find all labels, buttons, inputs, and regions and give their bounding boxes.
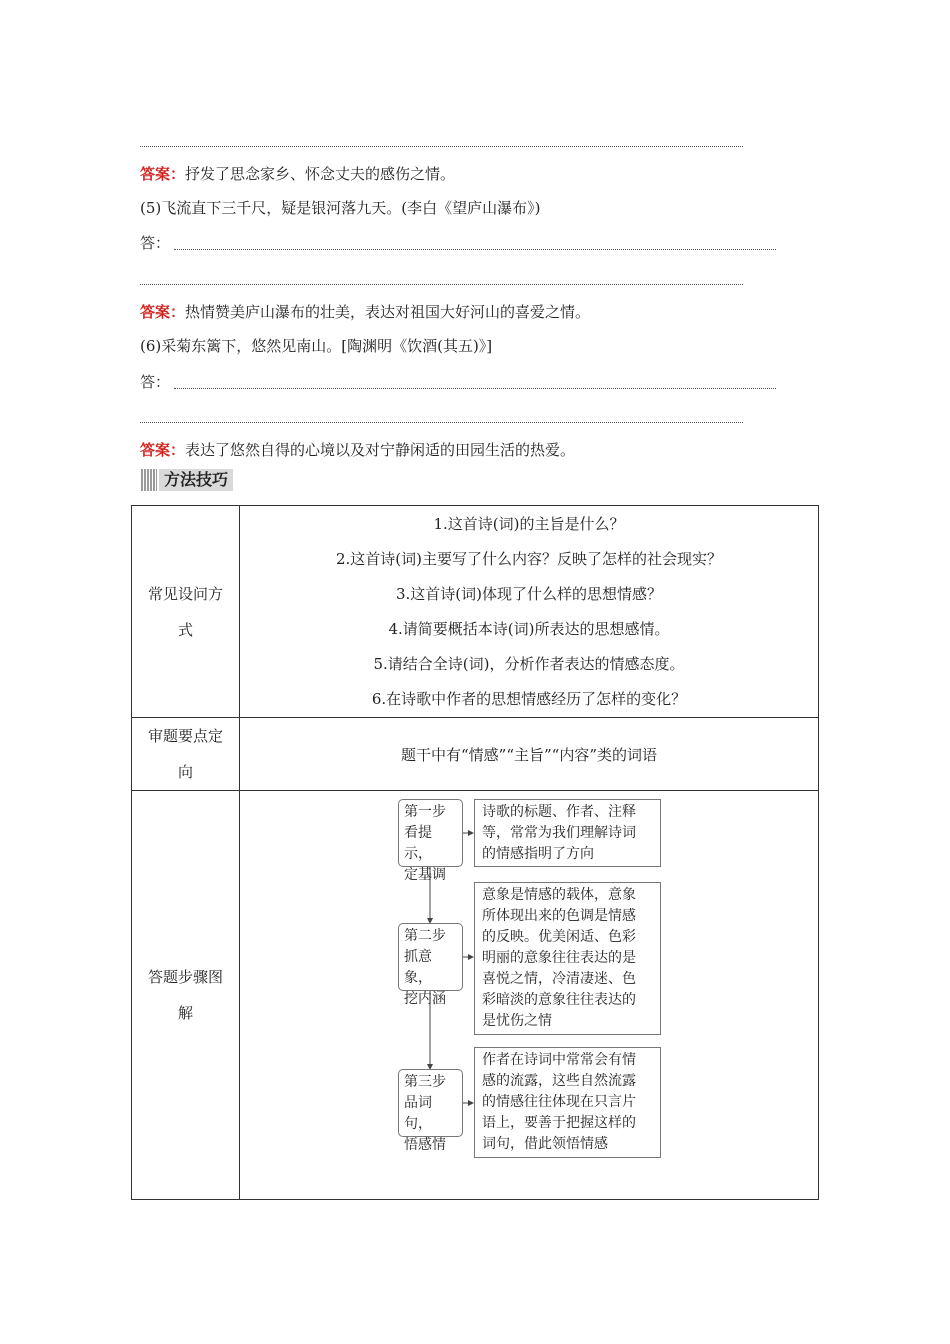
label-line: 向 bbox=[177, 763, 193, 781]
step-3-box bbox=[398, 1069, 463, 1153]
step-text: 定基调 bbox=[404, 867, 446, 883]
list-item: 6.在诗歌中作者的思想情感经历了怎样的变化？ bbox=[371, 689, 687, 708]
step-2-description bbox=[474, 882, 661, 1035]
desc-line: 是忧伤之情 bbox=[482, 1013, 552, 1029]
step-3-description bbox=[474, 1047, 661, 1158]
answer-line-5 bbox=[140, 301, 590, 322]
answer-prompt-6: 答： bbox=[140, 373, 171, 391]
step-2-box bbox=[398, 923, 463, 1007]
question-5: (5)飞流直下三千尺，疑是银河落九天。(李白《望庐山瀑布》) bbox=[140, 199, 541, 217]
question-6: (6)采菊东篱下，悠然见南山。[陶渊明《饮酒(其五)》] bbox=[140, 337, 493, 355]
desc-line: 的情感指明了方向 bbox=[482, 846, 594, 862]
answer-blank-line[interactable] bbox=[174, 249, 776, 250]
desc-line: 彩暗淡的意象往往表达的 bbox=[482, 992, 636, 1008]
answer-text: 热情赞美庐山瀑布的壮美，表达对祖国大好河山的喜爱之情。 bbox=[185, 303, 591, 321]
table-row bbox=[132, 791, 819, 1200]
step-1-box bbox=[398, 799, 463, 883]
desc-line: 语上，要善于把握这样的 bbox=[482, 1115, 636, 1131]
list-item: 4.请简要概括本诗(词)所表达的思想感情。 bbox=[388, 619, 670, 638]
row-label-steps bbox=[132, 791, 240, 1200]
desc-line: 等，常常为我们理解诗词 bbox=[482, 825, 636, 841]
label-line: 式 bbox=[177, 620, 193, 639]
answer-blank-line[interactable] bbox=[140, 422, 743, 423]
answer-line-6 bbox=[140, 439, 575, 460]
desc-line: 所体现出来的色调是情感 bbox=[482, 908, 636, 924]
steps-diagram-cell bbox=[240, 791, 819, 1200]
section-title: 方法技巧 bbox=[159, 469, 233, 491]
step-text: 第一步 bbox=[404, 804, 446, 820]
answer-label: 答案： bbox=[140, 441, 186, 459]
desc-line: 的反映。优美闲适、色彩 bbox=[482, 929, 636, 945]
label-line: 解 bbox=[177, 1004, 193, 1022]
answer-blank-line bbox=[140, 146, 743, 147]
list-item: 2.这首诗(词)主要写了什么内容？反映了怎样的社会现实？ bbox=[335, 549, 723, 568]
step-text: 品词句， bbox=[404, 1095, 432, 1132]
step-text: 悟感情 bbox=[404, 1137, 446, 1153]
desc-line: 的情感往往体现在只言片 bbox=[482, 1094, 636, 1110]
desc-line: 意象是情感的载体，意象 bbox=[482, 887, 636, 903]
answer-label: 答案： bbox=[140, 165, 186, 183]
label-line: 审题要点定 bbox=[147, 727, 223, 745]
question-list bbox=[240, 506, 819, 718]
steps-flowchart bbox=[240, 791, 818, 1199]
banner-stripes-icon bbox=[141, 469, 157, 491]
answer-line-4 bbox=[140, 163, 455, 184]
step-text: 看提示， bbox=[404, 825, 432, 862]
row-label-orientation bbox=[132, 718, 240, 791]
orientation-text: 题干中有“情感”“主旨”“内容”类的词语 bbox=[240, 718, 819, 791]
step-text: 挖内涵 bbox=[404, 991, 446, 1007]
answer-prompt-5: 答： bbox=[140, 234, 171, 252]
answer-blank-line[interactable] bbox=[174, 388, 776, 389]
step-text: 第三步 bbox=[404, 1074, 446, 1090]
list-item: 5.请结合全诗(词)，分析作者表达的情感态度。 bbox=[373, 654, 685, 673]
section-banner bbox=[141, 469, 239, 491]
desc-line: 明丽的意象往往表达的是 bbox=[482, 950, 636, 966]
desc-line: 喜悦之情，冷清凄迷、色 bbox=[482, 971, 636, 987]
desc-line: 作者在诗词中常常会有情 bbox=[482, 1052, 636, 1068]
method-table bbox=[131, 505, 819, 1200]
step-text: 抓意象， bbox=[404, 949, 432, 986]
list-item: 3.这首诗(词)体现了什么样的思想情感？ bbox=[395, 584, 663, 603]
label-line: 常见设问方 bbox=[147, 584, 223, 603]
answer-text: 抒发了思念家乡、怀念丈夫的感伤之情。 bbox=[185, 165, 456, 183]
answer-blank-line[interactable] bbox=[140, 284, 743, 285]
answer-label: 答案： bbox=[140, 303, 186, 321]
desc-line: 诗歌的标题、作者、注释 bbox=[482, 804, 636, 820]
table-row bbox=[132, 506, 819, 718]
desc-line: 词句，借此领悟情感 bbox=[482, 1136, 608, 1152]
desc-line: 感的流露，这些自然流露 bbox=[482, 1073, 636, 1089]
row-label-questions bbox=[132, 506, 240, 718]
label-line: 答题步骤图 bbox=[147, 968, 223, 986]
step-1-description bbox=[474, 799, 661, 867]
answer-text: 表达了悠然自得的心境以及对宁静闲适的田园生活的热爱。 bbox=[185, 441, 576, 459]
table-row bbox=[132, 718, 819, 791]
step-text: 第二步 bbox=[404, 928, 446, 944]
list-item: 1.这首诗(词)的主旨是什么？ bbox=[433, 514, 625, 533]
